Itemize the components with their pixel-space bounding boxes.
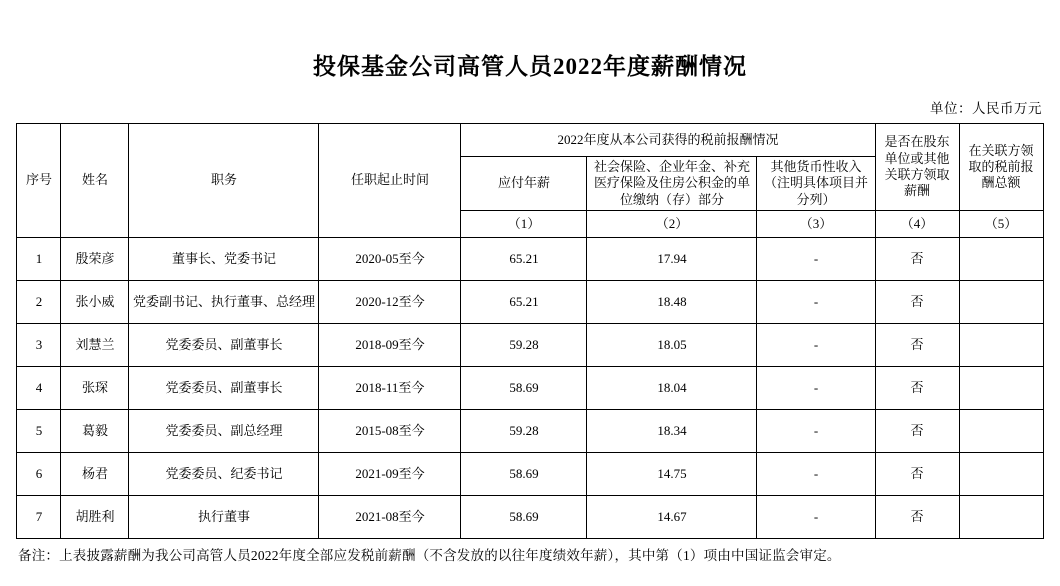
cell-post: 党委委员、副董事长 xyxy=(129,323,319,366)
header-name: 姓名 xyxy=(61,124,129,238)
cell-seq: 4 xyxy=(17,366,61,409)
unit-note: 单位：人民币万元 xyxy=(930,101,1042,116)
table-row xyxy=(17,280,1043,323)
table-row xyxy=(17,237,1043,280)
cell-related-party-total xyxy=(959,323,1043,366)
footnote: 备注：上表披露薪酬为我公司高管人员2022年度全部应发税前薪酬（不含发放的以往年度绩效年薪），其中第（1）项由中国证监会审定。 xyxy=(18,547,841,563)
cell-social-insurance: 17.94 xyxy=(587,237,757,280)
cell-related-party-pay: 否 xyxy=(875,409,959,452)
cell-related-party-pay: 否 xyxy=(875,280,959,323)
header-related-party-total: 在关联方领取的税前报酬总额 xyxy=(959,124,1043,211)
cell-name: 张琛 xyxy=(61,366,129,409)
header-num-1: （1） xyxy=(461,210,587,237)
cell-related-party-total xyxy=(959,452,1043,495)
cell-other-income: - xyxy=(757,323,875,366)
cell-term: 2015-08至今 xyxy=(319,409,461,452)
header-seq: 序号 xyxy=(17,124,61,238)
table-row xyxy=(17,323,1043,366)
cell-name: 刘慧兰 xyxy=(61,323,129,366)
cell-annual-salary: 58.69 xyxy=(461,452,587,495)
cell-related-party-total xyxy=(959,495,1043,538)
header-num-4: （4） xyxy=(875,210,959,237)
cell-other-income: - xyxy=(757,237,875,280)
cell-annual-salary: 59.28 xyxy=(461,323,587,366)
cell-annual-salary: 58.69 xyxy=(461,495,587,538)
cell-related-party-total xyxy=(959,366,1043,409)
cell-related-party-pay: 否 xyxy=(875,237,959,280)
header-annual-salary: 应付年薪 xyxy=(461,157,587,211)
cell-annual-salary: 65.21 xyxy=(461,237,587,280)
header-num-3: （3） xyxy=(757,210,875,237)
header-other-income: 其他货币性收入（注明具体项目并分列） xyxy=(757,157,875,211)
header-related-party-pay: 是否在股东单位或其他关联方领取薪酬 xyxy=(875,124,959,211)
cell-name: 殷荣彦 xyxy=(61,237,129,280)
cell-term: 2020-12至今 xyxy=(319,280,461,323)
cell-social-insurance: 18.05 xyxy=(587,323,757,366)
table-header-row-group xyxy=(17,124,1043,157)
header-term: 任职起止时间 xyxy=(319,124,461,238)
cell-related-party-total xyxy=(959,280,1043,323)
cell-social-insurance: 14.75 xyxy=(587,452,757,495)
header-group-remuneration: 2022年度从本公司获得的税前报酬情况 xyxy=(461,124,875,157)
header-num-2: （2） xyxy=(587,210,757,237)
table-row xyxy=(17,452,1043,495)
cell-other-income: - xyxy=(757,452,875,495)
cell-related-party-pay: 否 xyxy=(875,323,959,366)
cell-name: 葛毅 xyxy=(61,409,129,452)
cell-annual-salary: 58.69 xyxy=(461,366,587,409)
cell-term: 2021-08至今 xyxy=(319,495,461,538)
cell-related-party-total xyxy=(959,237,1043,280)
cell-seq: 1 xyxy=(17,237,61,280)
cell-name: 胡胜利 xyxy=(61,495,129,538)
cell-post: 党委委员、副董事长 xyxy=(129,366,319,409)
cell-term: 2021-09至今 xyxy=(319,452,461,495)
table-row xyxy=(17,366,1043,409)
cell-related-party-pay: 否 xyxy=(875,366,959,409)
cell-social-insurance: 18.48 xyxy=(587,280,757,323)
cell-social-insurance: 18.34 xyxy=(587,409,757,452)
cell-name: 杨君 xyxy=(61,452,129,495)
cell-term: 2018-11至今 xyxy=(319,366,461,409)
cell-seq: 3 xyxy=(17,323,61,366)
header-num-5: （5） xyxy=(959,210,1043,237)
cell-name: 张小威 xyxy=(61,280,129,323)
cell-other-income: - xyxy=(757,495,875,538)
cell-social-insurance: 14.67 xyxy=(587,495,757,538)
cell-seq: 6 xyxy=(17,452,61,495)
cell-term: 2020-05至今 xyxy=(319,237,461,280)
cell-post: 党委委员、副总经理 xyxy=(129,409,319,452)
cell-other-income: - xyxy=(757,280,875,323)
cell-related-party-pay: 否 xyxy=(875,452,959,495)
cell-post: 党委副书记、执行董事、总经理 xyxy=(129,280,319,323)
cell-annual-salary: 65.21 xyxy=(461,280,587,323)
cell-related-party-pay: 否 xyxy=(875,495,959,538)
compensation-table xyxy=(16,123,1043,539)
cell-post: 党委委员、纪委书记 xyxy=(129,452,319,495)
cell-other-income: - xyxy=(757,409,875,452)
cell-term: 2018-09至今 xyxy=(319,323,461,366)
cell-post: 董事长、党委书记 xyxy=(129,237,319,280)
cell-seq: 5 xyxy=(17,409,61,452)
cell-related-party-total xyxy=(959,409,1043,452)
cell-post: 执行董事 xyxy=(129,495,319,538)
table-row xyxy=(17,495,1043,538)
cell-other-income: - xyxy=(757,366,875,409)
page-title: 投保基金公司高管人员2022年度薪酬情况 xyxy=(313,54,747,79)
cell-social-insurance: 18.04 xyxy=(587,366,757,409)
header-post: 职务 xyxy=(129,124,319,238)
cell-seq: 7 xyxy=(17,495,61,538)
header-social-insurance: 社会保险、企业年金、补充医疗保险及住房公积金的单位缴纳（存）部分 xyxy=(587,157,757,211)
cell-seq: 2 xyxy=(17,280,61,323)
cell-annual-salary: 59.28 xyxy=(461,409,587,452)
table-row xyxy=(17,409,1043,452)
